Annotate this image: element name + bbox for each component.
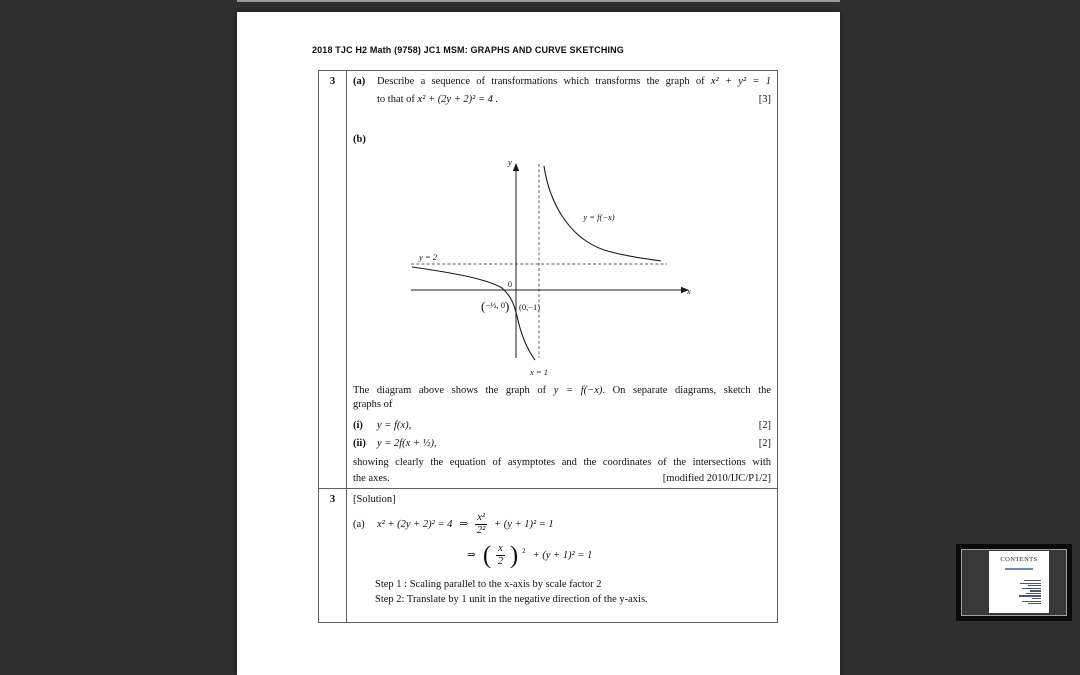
origin-label: 0 — [507, 279, 512, 289]
question-row — [319, 71, 777, 489]
paren-exponent: 2 — [522, 547, 526, 556]
part-b-label: (b) — [353, 134, 366, 145]
fraction-x2-over-22: $\frac{\text{x²}}{\text{2²}}$ — [476, 512, 486, 537]
part-a-line1 — [353, 75, 771, 89]
list-item-ii — [353, 434, 771, 453]
curve-lower-branch — [412, 267, 535, 360]
eq2-rhs: + (y + 1)² = 1 — [532, 549, 593, 561]
eq1-rhs: + (y + 1)² = 1 — [494, 518, 554, 530]
contents-toc-lines — [1019, 580, 1041, 604]
math-circle-eq1: x² + y² = 1 — [710, 76, 771, 87]
part-a-text2: to that of x² + (2y + 2)² = 4 . — [377, 94, 499, 105]
question-table — [318, 70, 778, 623]
x-intercept-label: (−½, 0) — [481, 298, 510, 314]
y-axis-label: y — [508, 157, 512, 167]
solution-row — [319, 489, 777, 622]
contents-thumbnail-slide — [961, 549, 1067, 616]
part-a-text1: Describe a sequence of transformations which transforms the graph of x² + y² = 1 — [377, 76, 771, 87]
question-number: 3 — [319, 71, 347, 488]
implies-arrow-1: ⇒ — [459, 518, 469, 530]
previous-page-edge — [237, 0, 840, 2]
part-a-marks: [3] — [758, 94, 771, 105]
big-paren-close: ) — [509, 541, 519, 569]
item-ii-math: y = 2f(x + ½), — [377, 437, 437, 449]
caption-line1: The diagram above shows the graph of y = f(−x). On separate diagrams, sketch the — [353, 385, 771, 396]
graph-caption — [353, 384, 771, 412]
contents-subtitle-line — [1005, 568, 1033, 570]
question-cell — [347, 71, 777, 488]
solution-part-label: (a) — [353, 518, 365, 530]
step-1: Step 1 : Scaling parallel to the x-axis by scale factor 2 — [375, 579, 602, 591]
contents-thumbnail[interactable] — [956, 544, 1072, 621]
curve-label: y = f(−x) — [583, 212, 615, 222]
list-item-i — [353, 418, 771, 434]
fraction-x-over-2: $\frac{x}{2}$ — [497, 543, 504, 568]
x-axis-label: x — [687, 286, 691, 296]
implies-arrow-2: ⇒ — [467, 549, 476, 561]
document-header-title: 2018 TJC H2 Math (9758) JC1 MSM: GRAPHS AND CURVE SKETCHING — [312, 45, 624, 55]
item-ii-label: (ii) — [353, 437, 366, 449]
item-i-math: y = f(x), — [377, 420, 412, 431]
item-i-marks: [2] — [758, 420, 771, 431]
y-axis-arrowhead — [513, 163, 519, 171]
solution-question-number: 3 — [319, 489, 347, 622]
step-2: Step 2: Translate by 1 unit in the negative direction of the y-axis. — [375, 594, 648, 606]
part-a-label: (a) — [353, 76, 366, 87]
question-source: [modified 2010/IJC/P1/2] — [662, 473, 771, 484]
y-intercept-label: (0,−1) — [519, 302, 541, 312]
solution-steps — [375, 577, 771, 607]
contents-thumbnail-page — [989, 551, 1049, 613]
item-i-label: (i) — [353, 420, 363, 431]
function-graph — [399, 155, 694, 381]
math-circle-eq2: x² + (2y + 2)² = 4 . — [417, 94, 499, 105]
solution-tag: [Solution] — [353, 494, 396, 505]
closing-text: the axes. — [353, 473, 390, 484]
document-page — [237, 12, 840, 675]
eq1-lhs: x² + (2y + 2)² = 4 — [377, 518, 453, 530]
caption-line2: graphs of — [353, 399, 393, 410]
solution-eq1 — [353, 512, 771, 537]
part-a-line2 — [377, 93, 771, 107]
solution-eq2 — [467, 543, 771, 568]
item-ii-marks: [2] — [758, 437, 771, 449]
h-asymptote-label: y = 2 — [419, 252, 438, 262]
closing-line1: showing clearly the equation of asymptotes and the coordinates of the intersections with — [353, 457, 771, 468]
contents-title: CONTENTS — [1000, 556, 1038, 563]
closing-line2 — [353, 472, 771, 486]
v-asymptote-label: x = 1 — [529, 367, 549, 377]
big-paren-open: ( — [482, 541, 492, 569]
solution-cell — [347, 489, 777, 622]
math-f-neg-x: y = f(−x) — [553, 385, 603, 396]
